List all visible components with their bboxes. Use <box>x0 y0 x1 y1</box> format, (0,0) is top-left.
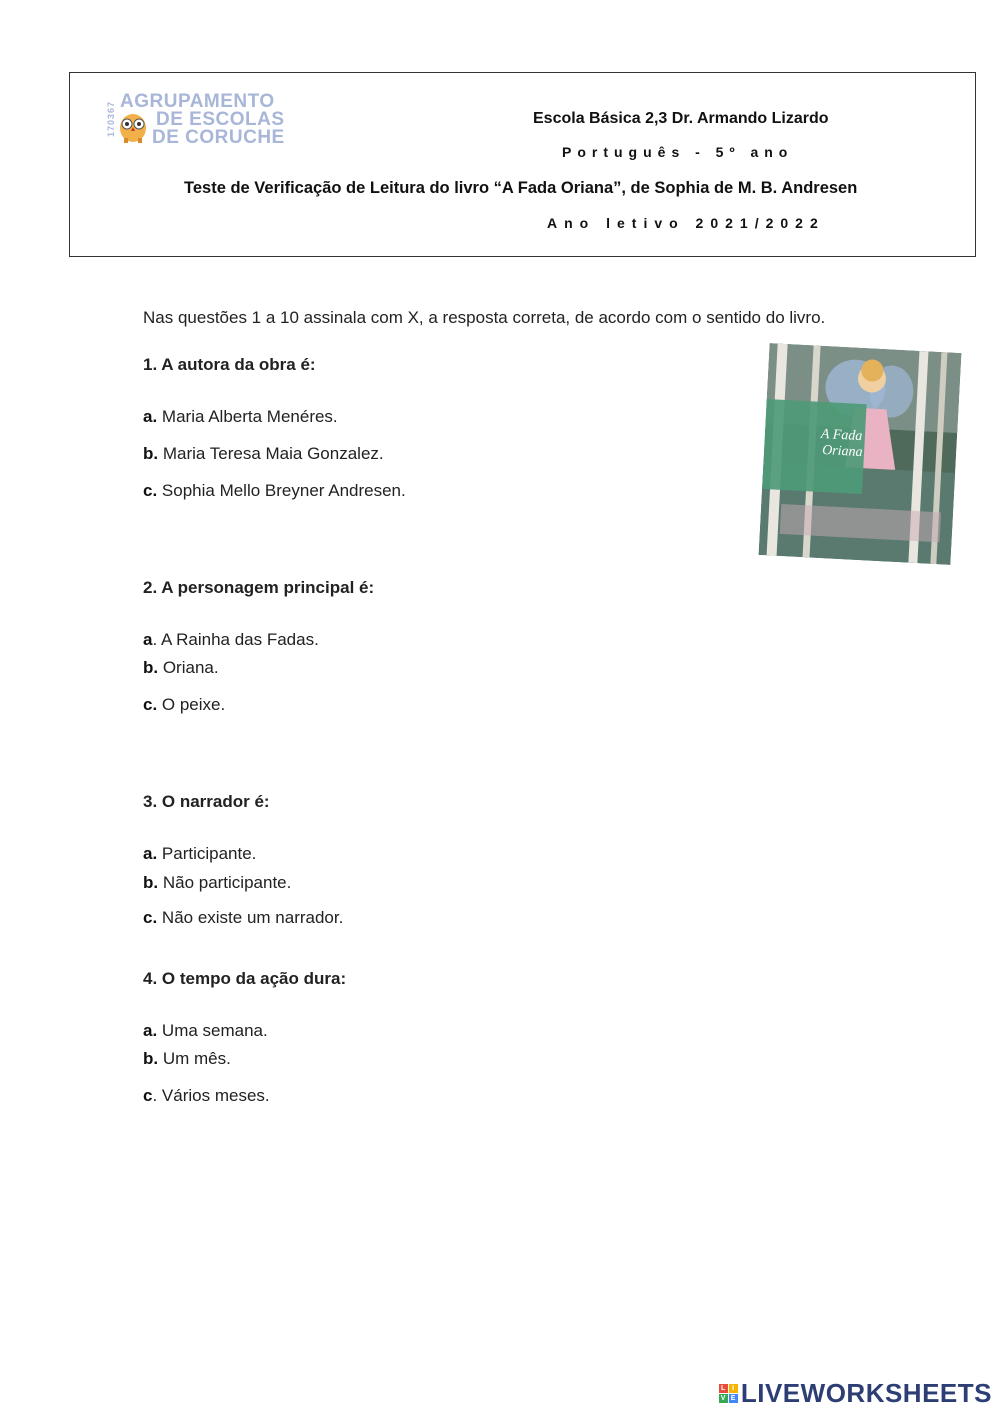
question-1-option-b[interactable]: b. Maria Teresa Maia Gonzalez. <box>143 444 384 463</box>
question-4-title: 4. O tempo da ação dura: <box>143 969 347 988</box>
book-cover-image <box>759 343 962 565</box>
book-cover-illustration <box>759 343 962 565</box>
logo-line-2: DE ESCOLAS <box>156 109 285 130</box>
svg-text:A Fada: A Fada <box>820 426 863 445</box>
logo-line-1: AGRUPAMENTO <box>120 91 275 112</box>
question-2-option-b[interactable]: b. Oriana. <box>143 658 219 677</box>
logo-side-code: 170367 <box>106 100 116 138</box>
question-4-option-b[interactable]: b. Um mês. <box>143 1049 231 1068</box>
question-1-option-c[interactable]: c. Sophia Mello Breyner Andresen. <box>143 481 406 500</box>
question-1-option-a[interactable]: a. Maria Alberta Menéres. <box>143 407 338 426</box>
test-title: Teste de Verificação de Leitura do livro “A Fada Oriana”, de Sophia de M. B. Andresen <box>184 179 858 197</box>
question-4-option-a[interactable]: a. Uma semana. <box>143 1021 268 1040</box>
school-year: Ano letivo 2021/2022 <box>547 215 825 231</box>
logo-line-3: DE CORUCHE <box>152 127 285 148</box>
question-3-option-a[interactable]: a. Participante. <box>143 844 257 863</box>
owl-icon <box>118 110 148 144</box>
instructions: Nas questões 1 a 10 assinala com X, a resposta correta, de acordo com o sentido do livro. <box>143 308 826 327</box>
svg-text:Oriana: Oriana <box>821 443 863 461</box>
question-3-option-b[interactable]: b. Não participante. <box>143 873 292 892</box>
question-3-option-c[interactable]: c. Não existe um narrador. <box>143 908 344 927</box>
question-3-title: 3. O narrador é: <box>143 792 270 811</box>
question-2-option-c[interactable]: c. O peixe. <box>143 695 226 714</box>
question-2-option-a[interactable]: a. A Rainha das Fadas. <box>143 630 319 649</box>
liveworksheets-logo-icon: L I V E <box>720 1385 736 1402</box>
question-2-title: 2. A personagem principal é: <box>143 578 375 597</box>
question-1-title: 1. A autora da obra é: <box>143 355 316 374</box>
liveworksheets-watermark: L I V E LIVEWORKSHEETS <box>720 1378 992 1408</box>
question-4-option-c[interactable]: c. Vários meses. <box>143 1086 270 1105</box>
school-name: Escola Básica 2,3 Dr. Armando Lizardo <box>533 110 829 127</box>
school-logo <box>104 92 294 152</box>
subject-grade: Português - 5º ano <box>562 144 794 160</box>
